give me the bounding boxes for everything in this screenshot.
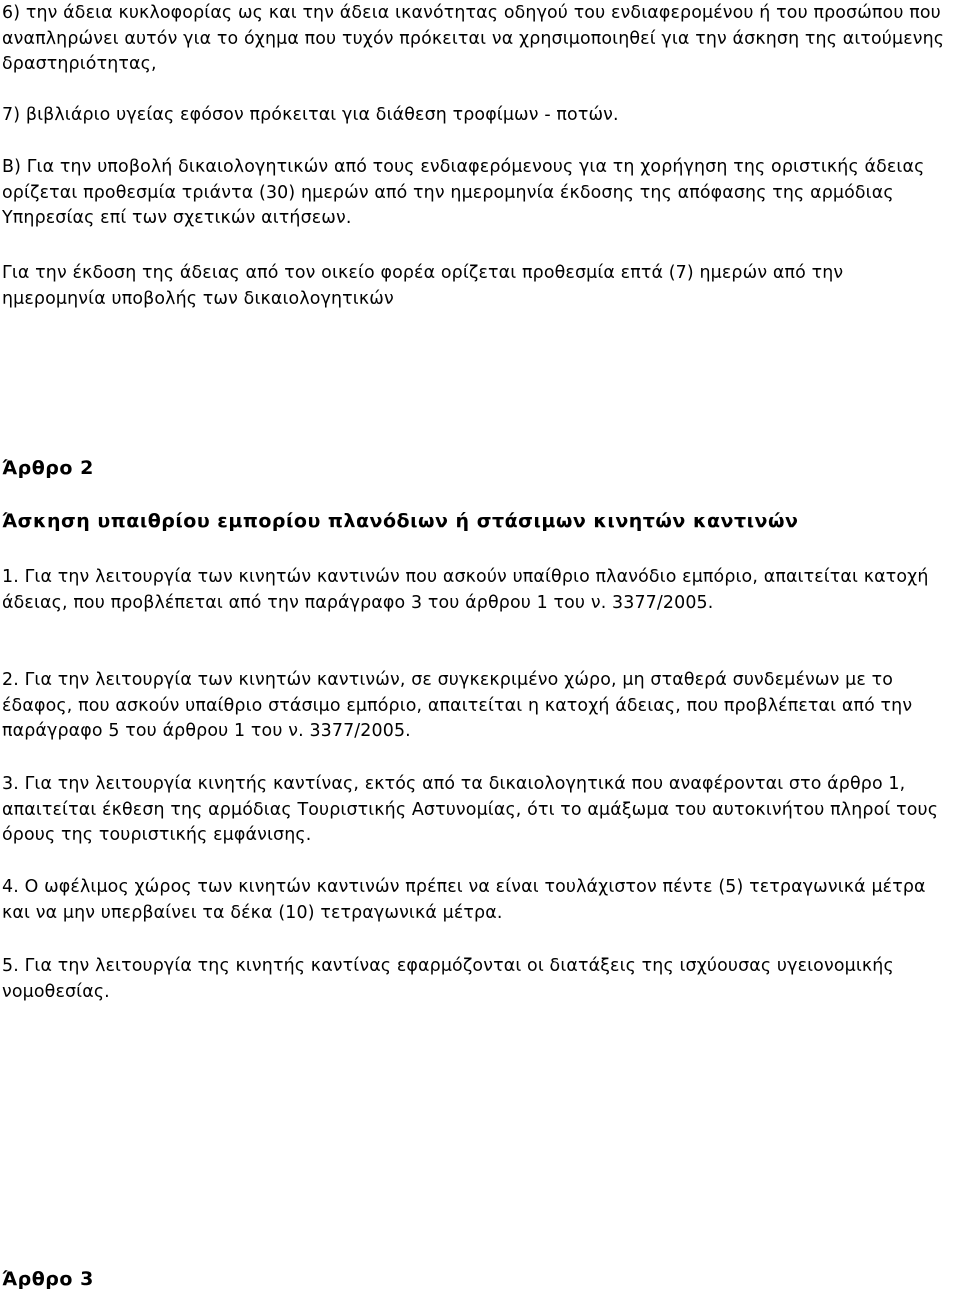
article-2-heading: Άρθρο 2 (2, 457, 94, 479)
paragraph-item-6: 6) την άδεια κυκλοφορίας ως και την άδεια ικανότητας οδηγού του ενδιαφερομένου ή του προσώπου που αναπληρώνει αυτόν για το όχημα που τυχόν πρόκειται να χρησιμοποιηθεί για την άσκηση της αιτούμενης δραστηριότητας, (2, 3, 945, 74)
article-2-paragraph-4: 4. Ο ωφέλιμος χώρος των κινητών καντινών πρέπει να είναι τουλάχιστον πέντε (5) τετραγωνικά μέτρα και να μην υπερβαίνει τα δέκα (10) τετραγωνικά μέτρα. (2, 877, 926, 923)
paragraph-item-7: 7) βιβλιάριο υγείας εφόσον πρόκειται για διάθεση τροφίμων - ποτών. (2, 105, 619, 125)
article-2-paragraph-3: 3. Για την λειτουργία κινητής καντίνας, εκτός από τα δικαιολογητικά που αναφέρονται στο άρθρο 1, απαιτείται έκθεση της αρμόδιας Τουριστικής Αστυνομίας, ότι το αμάξωμα του αυτοκινήτου πληροί τους όρους της τουριστικής εμφάνισης. (2, 774, 939, 845)
paragraph-issuance-deadline: Για την έκδοση της άδειας από τον οικείο φορέα ορίζεται προθεσμία επτά (7) ημερών από την ημερομηνία υποβολής των δικαιολογητικών (2, 263, 844, 309)
article-3-heading: Άρθρο 3 (2, 1268, 94, 1290)
article-2-subheading: Άσκηση υπαιθρίου εμπορίου πλανόδιων ή στάσιμων κινητών καντινών (2, 510, 799, 532)
paragraph-b-deadline: Β) Για την υποβολή δικαιολογητικών από τους ενδιαφερόμενους για τη χορήγηση της οριστικής άδειας ορίζεται προθεσμία τριάντα (30) ημερών από την ημερομηνία έκδοσης της απόφασης της αρμόδιας Υπηρεσίας επί των σχετικών αιτήσεων. (2, 157, 925, 228)
article-2-paragraph-1: 1. Για την λειτουργία των κινητών καντινών που ασκούν υπαίθριο πλανόδιο εμπόριο, απαιτείται κατοχή άδειας, που προβλέπεται από την παράγραφο 3 του άρθρου 1 του ν. 3377/2005. (2, 567, 929, 613)
article-2-paragraph-2: 2. Για την λειτουργία των κινητών καντινών, σε συγκεκριμένο χώρο, μη σταθερά συνδεμένων με το έδαφος, που ασκούν υπαίθριο στάσιμο εμπόριο, απαιτείται η κατοχή άδειας, που προβλέπεται από την παράγραφο 5 του άρθρου 1 του ν. 3377/2005. (2, 670, 913, 741)
article-2-paragraph-5: 5. Για την λειτουργία της κινητής καντίνας εφαρμόζονται οι διατάξεις της ισχύουσας υγειονομικής νομοθεσίας. (2, 956, 894, 1002)
